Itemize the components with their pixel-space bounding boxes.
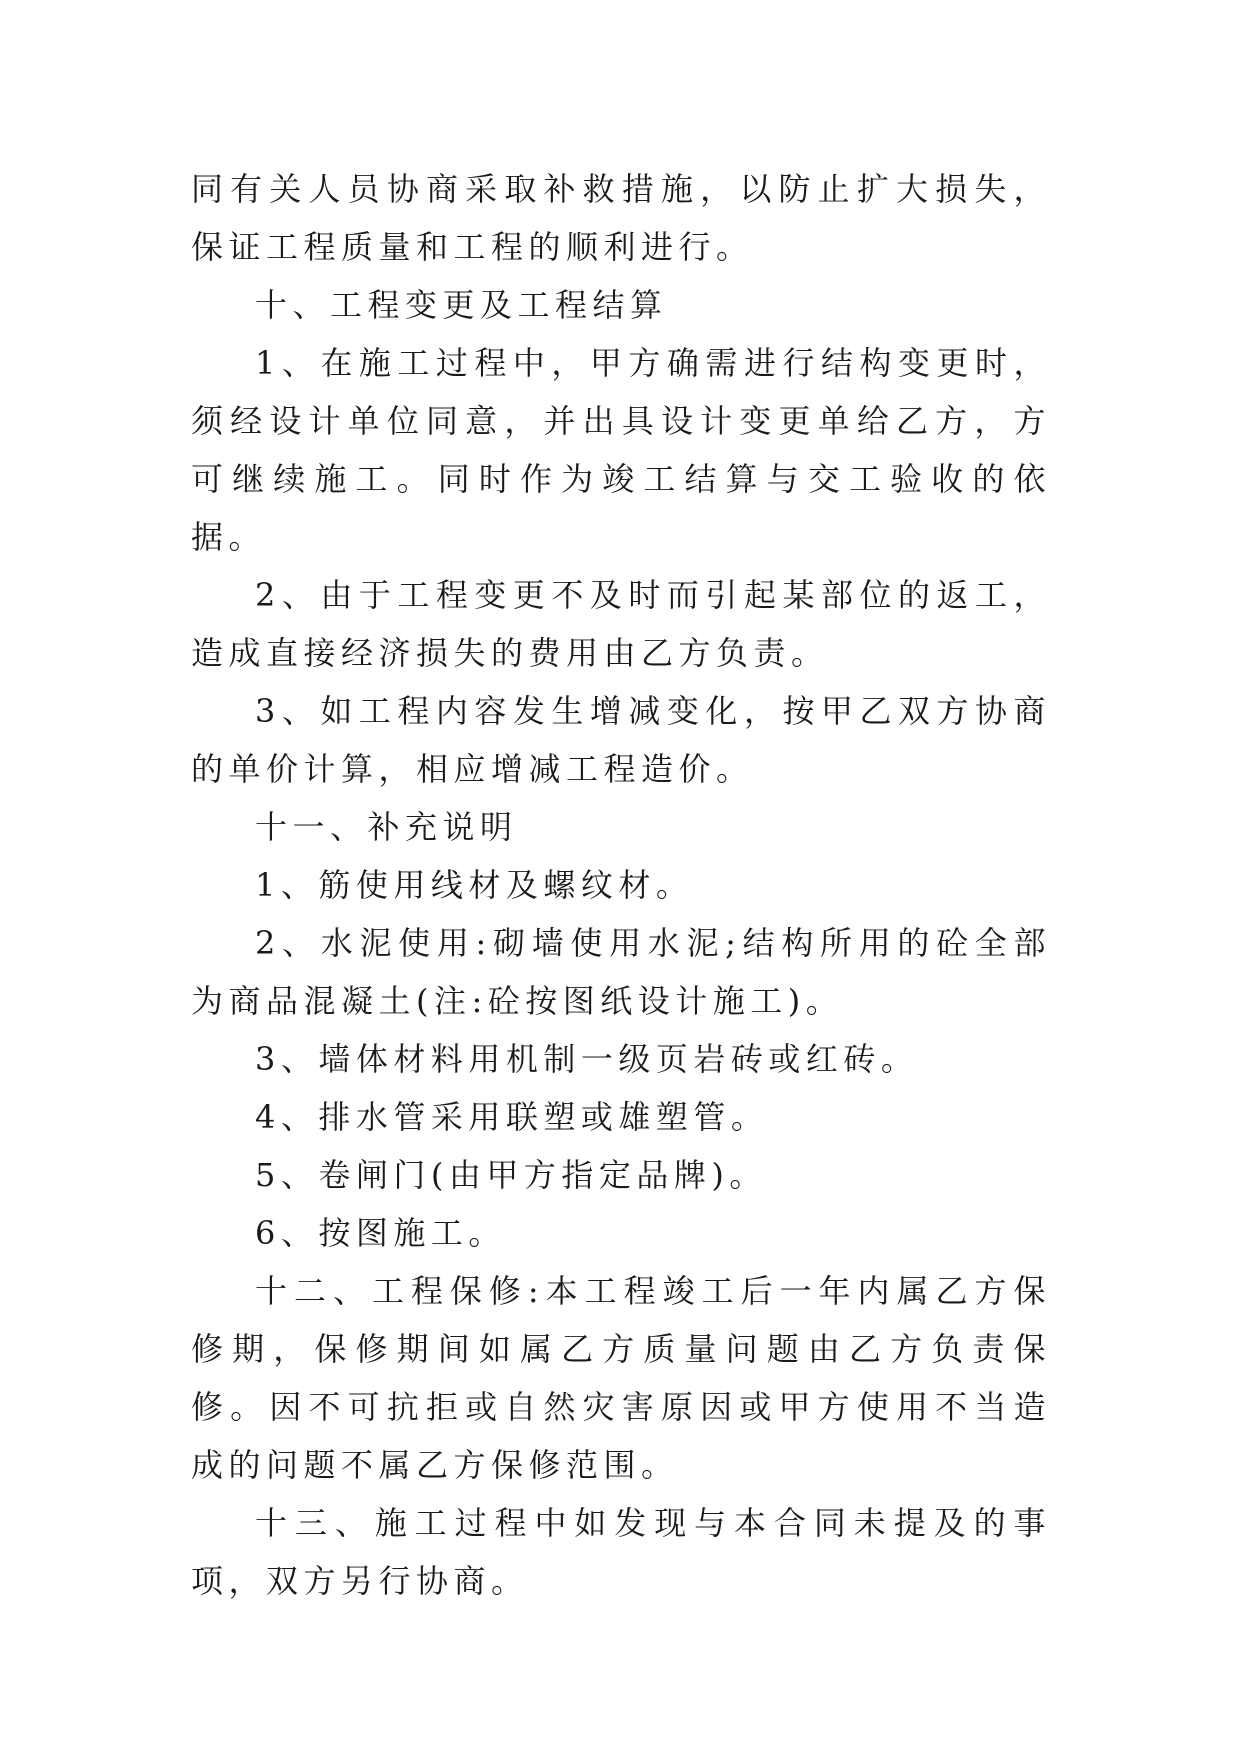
clause-11-4: 4、排水管采用联塑或雄塑管。 bbox=[255, 1098, 769, 1136]
clause-10-2: 2、由于工程变更不及时而引起某部位的返工，造成直接经济损失的费用由乙方负责。 bbox=[191, 576, 1051, 672]
section-heading-10: 十、工程变更及工程结算 bbox=[255, 286, 668, 324]
clause-11-3: 3、墙体材料用机制一级页岩砖或红砖。 bbox=[255, 1040, 919, 1078]
section-13-other: 十三、施工过程中如发现与本合同未提及的事项，双方另行协商。 bbox=[191, 1504, 1051, 1600]
paragraph-continuation: 同有关人员协商采取补救措施，以防止扩大损失，保证工程质量和工程的顺利进行。 bbox=[191, 170, 1051, 266]
document-body bbox=[191, 160, 1051, 1610]
clause-11-5: 5、卷闸门(由甲方指定品牌)。 bbox=[255, 1156, 767, 1194]
section-12-warranty: 十二、工程保修:本工程竣工后一年内属乙方保修期，保修期间如属乙方质量问题由乙方负责保修。因不可抗拒或自然灾害原因或甲方使用不当造成的问题不属乙方保修范围。 bbox=[191, 1272, 1051, 1484]
clause-10-3: 3、如工程内容发生增减变化，按甲乙双方协商的单价计算，相应增减工程造价。 bbox=[191, 692, 1051, 788]
section-heading-11: 十一、补充说明 bbox=[255, 808, 518, 846]
clause-11-2: 2、水泥使用:砌墙使用水泥;结构所用的砼全部为商品混凝土(注:砼按图纸设计施工)。 bbox=[191, 924, 1051, 1020]
clause-11-1: 1、筋使用线材及螺纹材。 bbox=[255, 866, 694, 904]
clause-10-1: 1、在施工过程中，甲方确需进行结构变更时，须经设计单位同意，并出具设计变更单给乙方，方可继续施工。同时作为竣工结算与交工验收的依据。 bbox=[191, 344, 1051, 556]
clause-11-6: 6、按图施工。 bbox=[255, 1214, 506, 1252]
